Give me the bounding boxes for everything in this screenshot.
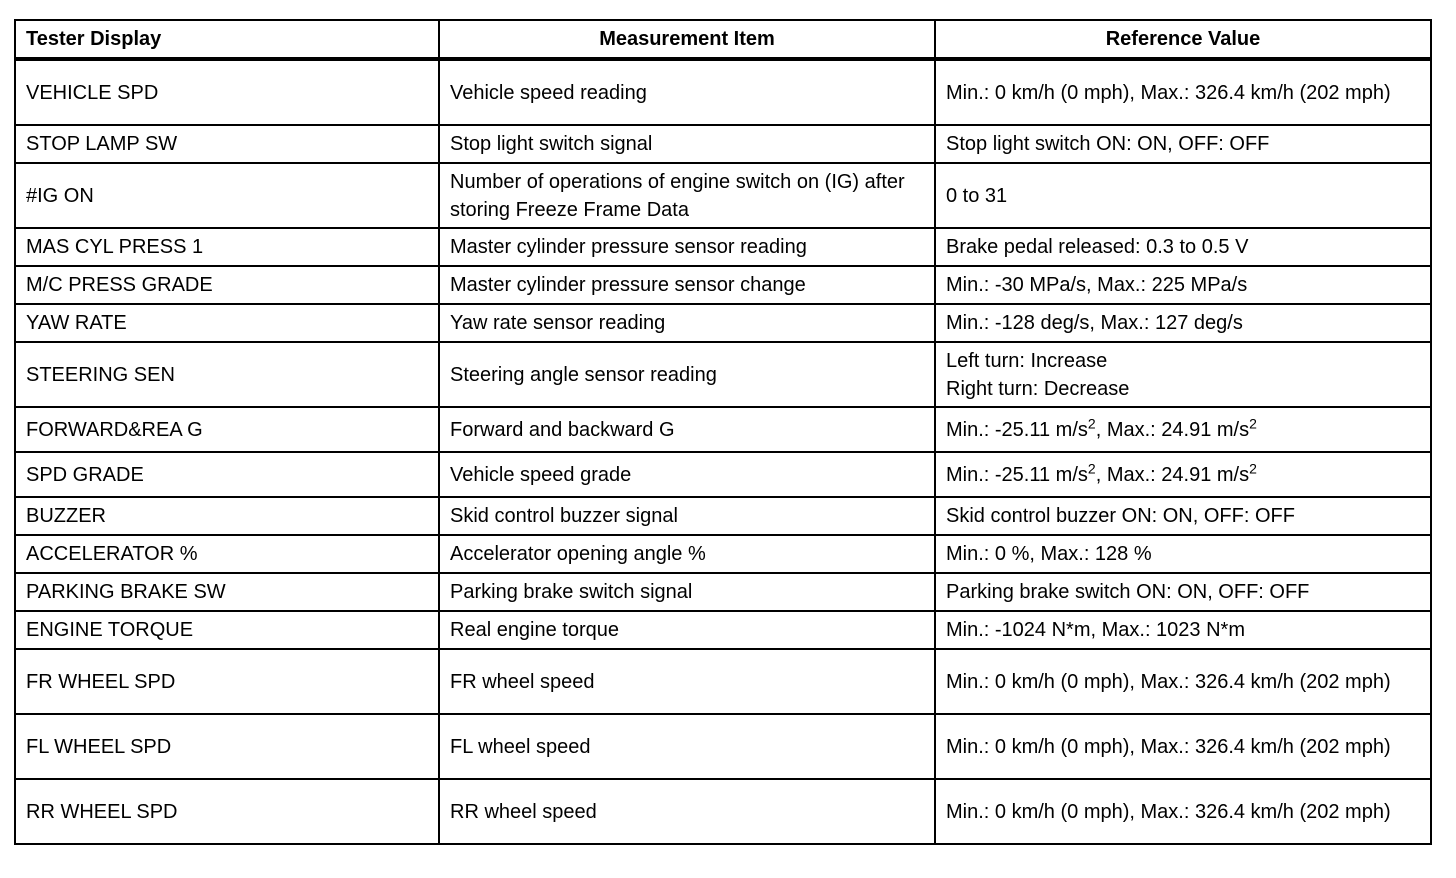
measurement-item-cell: Yaw rate sensor reading xyxy=(439,304,935,342)
reference-value-cell: Min.: 0 km/h (0 mph), Max.: 326.4 km/h (202 mph) xyxy=(935,649,1431,714)
reference-value-cell: Min.: 0 %, Max.: 128 % xyxy=(935,535,1431,573)
measurement-item-cell: Number of operations of engine switch on (IG) after storing Freeze Frame Data xyxy=(439,163,935,228)
table-row xyxy=(15,714,1431,779)
superscript: 2 xyxy=(1087,414,1096,431)
table-row xyxy=(15,535,1431,573)
data-list-table xyxy=(14,19,1432,845)
table-row xyxy=(15,611,1431,649)
tester-display-cell: RR WHEEL SPD xyxy=(15,779,439,844)
measurement-item-cell: Forward and backward G xyxy=(439,407,935,452)
header-tester-display: Tester Display xyxy=(15,20,439,59)
table-row xyxy=(15,125,1431,163)
reference-value-part: Min.: -25.11 m/s xyxy=(946,418,1088,441)
tester-display-cell: BUZZER xyxy=(15,497,439,535)
reference-value-line: Right turn: Decrease xyxy=(946,377,1130,400)
reference-value-cell: Skid control buzzer ON: ON, OFF: OFF xyxy=(935,497,1431,535)
reference-value-part: , Max.: 24.91 m/s xyxy=(1095,463,1250,486)
tester-display-cell: PARKING BRAKE SW xyxy=(15,573,439,611)
table-row xyxy=(15,573,1431,611)
reference-value-cell: Parking brake switch ON: ON, OFF: OFF xyxy=(935,573,1431,611)
table-row xyxy=(15,228,1431,266)
measurement-item-cell: Real engine torque xyxy=(439,611,935,649)
tester-display-cell: SPD GRADE xyxy=(15,452,439,497)
reference-value-line: Left turn: Increase xyxy=(946,349,1108,372)
table-row xyxy=(15,342,1431,407)
header-reference-value: Reference Value xyxy=(935,20,1431,59)
measurement-item-cell: RR wheel speed xyxy=(439,779,935,844)
table-row xyxy=(15,59,1431,125)
reference-value-cell xyxy=(935,452,1431,497)
tester-display-cell: MAS CYL PRESS 1 xyxy=(15,228,439,266)
measurement-item-cell: Steering angle sensor reading xyxy=(439,342,935,407)
header-row xyxy=(15,20,1431,59)
measurement-item-cell: Accelerator opening angle % xyxy=(439,535,935,573)
reference-value-cell: Min.: 0 km/h (0 mph), Max.: 326.4 km/h (202 mph) xyxy=(935,714,1431,779)
table-row xyxy=(15,497,1431,535)
tester-display-cell: M/C PRESS GRADE xyxy=(15,266,439,304)
measurement-item-cell: Master cylinder pressure sensor reading xyxy=(439,228,935,266)
tester-display-cell: VEHICLE SPD xyxy=(15,59,439,125)
tester-display-cell: FR WHEEL SPD xyxy=(15,649,439,714)
reference-value-cell: Min.: -1024 N*m, Max.: 1023 N*m xyxy=(935,611,1431,649)
table-row xyxy=(15,304,1431,342)
measurement-item-cell: Stop light switch signal xyxy=(439,125,935,163)
reference-value-cell: Min.: 0 km/h (0 mph), Max.: 326.4 km/h (202 mph) xyxy=(935,59,1431,125)
tester-display-cell: YAW RATE xyxy=(15,304,439,342)
table-row xyxy=(15,407,1431,452)
tester-display-cell: STOP LAMP SW xyxy=(15,125,439,163)
reference-value-cell: Min.: -30 MPa/s, Max.: 225 MPa/s xyxy=(935,266,1431,304)
measurement-item-cell: Parking brake switch signal xyxy=(439,573,935,611)
tester-display-cell: FORWARD&REA G xyxy=(15,407,439,452)
tester-display-cell: FL WHEEL SPD xyxy=(15,714,439,779)
tester-display-cell: #IG ON xyxy=(15,163,439,228)
table-row xyxy=(15,266,1431,304)
superscript: 2 xyxy=(1249,414,1257,431)
measurement-item-cell: Master cylinder pressure sensor change xyxy=(439,266,935,304)
header-measurement-item: Measurement Item xyxy=(439,20,935,59)
table-row xyxy=(15,779,1431,844)
superscript: 2 xyxy=(1249,459,1257,476)
tester-display-cell: ACCELERATOR % xyxy=(15,535,439,573)
measurement-item-cell: Skid control buzzer signal xyxy=(439,497,935,535)
table-row xyxy=(15,452,1431,497)
table-row xyxy=(15,649,1431,714)
reference-value-cell: Stop light switch ON: ON, OFF: OFF xyxy=(935,125,1431,163)
measurement-item-cell: FL wheel speed xyxy=(439,714,935,779)
measurement-item-cell: FR wheel speed xyxy=(439,649,935,714)
reference-value-cell: Brake pedal released: 0.3 to 0.5 V xyxy=(935,228,1431,266)
tester-display-cell: ENGINE TORQUE xyxy=(15,611,439,649)
reference-value-part: Min.: -25.11 m/s xyxy=(946,463,1088,486)
tester-display-cell: STEERING SEN xyxy=(15,342,439,407)
measurement-item-cell: Vehicle speed grade xyxy=(439,452,935,497)
reference-value-cell xyxy=(935,407,1431,452)
superscript: 2 xyxy=(1087,459,1096,476)
table-row xyxy=(15,163,1431,228)
reference-value-cell xyxy=(935,342,1431,407)
reference-value-cell: 0 to 31 xyxy=(935,163,1431,228)
reference-value-part: , Max.: 24.91 m/s xyxy=(1095,418,1250,441)
measurement-item-cell: Vehicle speed reading xyxy=(439,59,935,125)
reference-value-cell: Min.: -128 deg/s, Max.: 127 deg/s xyxy=(935,304,1431,342)
reference-value-cell: Min.: 0 km/h (0 mph), Max.: 326.4 km/h (202 mph) xyxy=(935,779,1431,844)
